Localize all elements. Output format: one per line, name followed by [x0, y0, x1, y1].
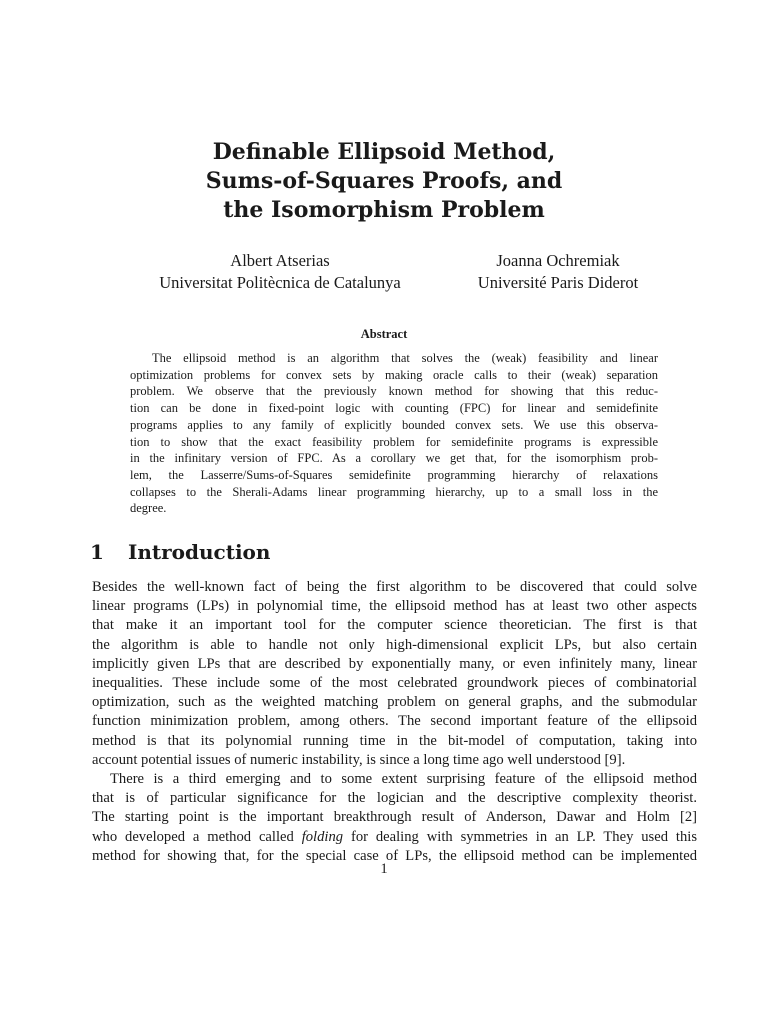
- abstract-line: tion can be done in fixed-point logic with counting (FPC) for linear and semidefinite: [130, 401, 658, 416]
- abstract-line: tion to show that the exact feasibility problem for semidefinite programs is expressible: [130, 434, 658, 449]
- body-line: the algorithm is able to handle not only high-dimensional explicit LPs, but also certain: [92, 636, 697, 653]
- body-line: account potential issues of numeric instability, is since a long time ago well understood [9].: [92, 751, 626, 768]
- abstract-line: degree.: [130, 501, 167, 516]
- title-line: Sums-of-Squares Proofs, and: [205, 168, 563, 194]
- title-line: the Isomorphism Problem: [223, 197, 545, 223]
- body-line: linear programs (LPs) in polynomial time, the ellipsoid method has at least two other aspects: [92, 598, 697, 615]
- body-line: The starting point is the important breakthrough result of Anderson, Dawar and Holm [2]: [92, 809, 697, 826]
- body-text: [92, 578, 697, 866]
- author-affiliation: Université Paris Diderot: [477, 273, 639, 292]
- author-name: Joanna Ochremiak: [496, 251, 620, 270]
- section-number: 1: [90, 540, 104, 564]
- body-line-mixed: [92, 828, 697, 847]
- body-line: inequalities. These include some of the most celebrated groundwork pieces of combinatorial: [92, 675, 697, 692]
- body-line: that is of particular significance for the logician and the descriptive complexity theorist.: [92, 790, 697, 807]
- abstract-line: problem. We observe that the previously known method for showing that this reduc-: [130, 384, 658, 399]
- body-line: method is that its polynomial running time in the bit-model of computation, taking into: [92, 732, 697, 749]
- emphasis-term: folding: [301, 828, 344, 845]
- abstract-line: lem, the Lasserre/Sums-of-Squares semidefinite programming hierarchy of relaxations: [130, 467, 658, 482]
- author-1: [130, 250, 430, 294]
- abstract-heading: Abstract: [360, 327, 408, 341]
- section-title: Introduction: [128, 540, 271, 564]
- body-line: There is a third emerging and to some extent surprising feature of the ellipsoid method: [110, 771, 697, 788]
- body-line: function minimization problem, among others. The second important feature of the ellipsoid: [92, 713, 697, 730]
- body-line: that make it an important tool for the computer science theoretician. The first is that: [92, 617, 697, 634]
- body-line: implicitly given LPs that are described by exponentially many, or even infinitely many, linear: [92, 655, 697, 672]
- abstract-line: collapses to the Sherali-Adams linear programming hierarchy, up to a small loss in the: [130, 484, 658, 499]
- paper-title: [0, 138, 768, 225]
- author-2: [458, 250, 658, 294]
- abstract-text: [130, 350, 658, 517]
- abstract-line: optimization problems for convex sets by making oracle calls to their (weak) separation: [130, 367, 658, 382]
- author-name: Albert Atserias: [230, 251, 330, 270]
- body-line: method for showing that, for the special case of LPs, the ellipsoid method can be implemented: [92, 847, 697, 864]
- abstract-line: in the infinitary version of FPC. As a corollary we get that, for the isomorphism prob-: [130, 451, 658, 466]
- page-number: 1: [380, 861, 388, 877]
- body-line-part: who developed a method called: [92, 828, 302, 845]
- body-line: Besides the well-known fact of being the first algorithm to be discovered that could solve: [92, 579, 697, 595]
- abstract-line: The ellipsoid method is an algorithm that solves the (weak) feasibility and linear: [152, 351, 658, 365]
- abstract-line: programs applies to any family of explicitly bounded convex sets. We use this observa-: [130, 417, 658, 432]
- author-affiliation: Universitat Politècnica de Catalunya: [159, 273, 401, 292]
- body-line: optimization, such as the weighted matching problem on general graphs, and the submodular: [92, 694, 697, 711]
- section-heading: [90, 540, 270, 564]
- body-line-part: for dealing with symmetries in an LP. They used this: [343, 828, 698, 845]
- title-line: Definable Ellipsoid Method,: [212, 139, 556, 165]
